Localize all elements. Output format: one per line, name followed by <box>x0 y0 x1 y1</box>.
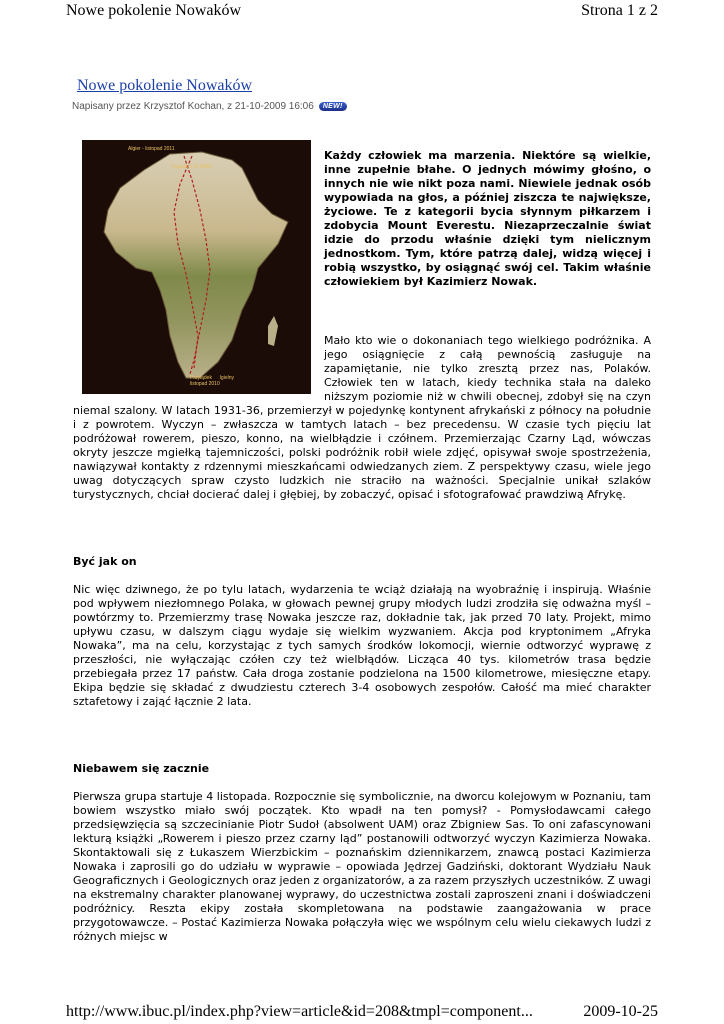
body-paragraph: Mało kto wie o dokonaniach tego wielkiego podróżnika. A jego osiągnięcie z całą pewnością zasługuje na zapamiętanie, nie tylko zresztą przez nas, Polaków. Człowiek ten w latach, kiedy technika stała na daleko niższym poziomie niż w chwili obecnej, zdobył się na czyn niemal szalony. W latach 1931-36, przemierzył w pojedynkę kontynent afrykański z północy na południe i z powrotem. Wyczyn – zwłaszcza w tamtych latach – bez precedensu. W czasie tych pięciu lat podróżował rowerem, pieszo, konno, na wielbłądzie i czółnem. Przemierzając Czarny Ląd, wówczas okryty jeszcze mgiełką tajemniczości, polski podróżnik robił wiele zdjęć, opisywał swoje spostrzeżenia, nawiązywał kontakty z rdzennymi mieszkańcami odwiedzanych ziem. Z perspektywy czasu, wiele jego uwag dotyczących spraw czysto ludzkich nie straciło na ważności. Specjalnie unikał szlaków turystycznych, chciał docierać dalej i głębiej, by zobaczyć, opisać i sfotografować prawdziwą Afrykę. <box>73 334 651 501</box>
page-url: http://www.ibuc.pl/index.php?view=article&id=208&tmpl=component... <box>66 1003 533 1020</box>
page-header-title: Nowe pokolenie Nowaków <box>66 2 242 19</box>
section-paragraph-byc-jak-on: Nic więc dziwnego, że po tylu latach, wydarzenia te wciąż działają na wyobraźnię i inspirują. Właśnie pod wpływem niezłomnego Polaka, w głowach pewnej grupy młodych ludzi zrodziła się odważna myśl – powtórzmy to. Przemierzmy trasę Nowaka jeszcze raz, dokładnie tak, jak przed 70 laty. Projekt, mimo upływu czasu, w dalszym ciągu wydaje się wielkim wyzwaniem. Akcja pod kryptonimem „Afryka Nowaka”, ma na celu, korzystając z tych samych środków lokomocji, wiernie odtworzyć wyprawę z przeszłości, nie wyłączając czółen czy też wielbłądów. Licząca 40 tys. kilometrów trasa będzie przebiegała przez 17 państw. Cała droga zostanie podzielona na 1500 kilometrowe, miesięczne etapy. Ekipa będzie się składać z dwudziestu czterech 3-4 osobowych zespołów. Całość ma mieć charakter sztafetowy i zająć łącznie 2 lata. <box>73 583 651 708</box>
print-date: 2009-10-25 <box>583 1003 658 1020</box>
new-badge-icon: NEW! <box>319 102 347 111</box>
africa-route-map-image <box>82 140 311 394</box>
section-heading-niebawem: Niebawem się zacznie <box>73 762 210 775</box>
article-title-link[interactable]: Nowe pokolenie Nowaków <box>77 77 253 94</box>
map-caption-route: Trypolis 3.XI 2009 <box>171 164 212 170</box>
lead-paragraph: Każdy człowiek ma marzenia. Niektóre są wielkie, inne zupełnie błahe. O jednych mówimy głośno, o innych nie wie nikt poza nami. Niewiele jednak osób wypowiada na głos, a później ziszcza te największe, życiowe. Te z kategorii bycia słynnym piłkarzem i zdobycia Mount Everestu. Niezaprzeczalnie świat idzie do przodu właśnie dzięki tym nielicznym jednostkom. Tym, które patrzą dalej, widzą więcej i robią wszystko, by osiągnąć swój cel. Takim właśnie człowiekiem był Kazimierz Nowak. <box>324 149 651 288</box>
page-number: Strona 1 z 2 <box>581 2 658 19</box>
article-byline <box>72 101 347 112</box>
africa-map-icon <box>82 140 311 394</box>
section-paragraph-niebawem: Pierwsza grupa startuje 4 listopada. Rozpocznie się symbolicznie, na dworcu kolejowym w Poznaniu, tam bowiem wszystko miało swój początek. Kto wpadł na ten pomysł? - Pomysłodawcami całego przedsięwzięcia są szczecinianie Piotr Sudoł (absolwent UAM) oraz Zbigniew Sas. To oni zafascynowani lekturą książki „Rowerem i pieszo przez czarny ląd” postanowili odtworzyć wyczyn Kazimierza Nowaka. Skontaktowali się z Łukaszem Wierzbickim – poznańskim dziennikarzem, znawcą postaci Kazimierza Nowaka i zaprosili go do udziału w wyprawie – opowiada Jędrzej Gadziński, doktorant Wydziału Nauk Geograficznych i Geologicznych oraz jeden z organizatorów, a za razem przyszłych uczestników. Z uwagi na ekstremalny charakter planowanej wyprawy, do uczestnictwa zostali zaproszeni znani i doświadczeni podróżnicy. Reszta ekipy została skompletowana na podstawie zaangażowania w prace przygotowawcze. – Postać Kazimierza Nowaka połączyła więc we wspólnym celu wielu ciekawych ludzi z różnych miejsc w <box>73 790 651 943</box>
section-heading-byc-jak-on: Być jak on <box>73 555 137 568</box>
byline-text: Napisany przez Krzysztof Kochan, z 21-10-2009 16:06 <box>72 101 314 112</box>
map-caption-top: Algier - listopad 2011 <box>128 146 175 152</box>
map-caption-bottom: Przylądek Igielny listopad 2010 <box>190 375 234 387</box>
article-body <box>73 140 651 944</box>
